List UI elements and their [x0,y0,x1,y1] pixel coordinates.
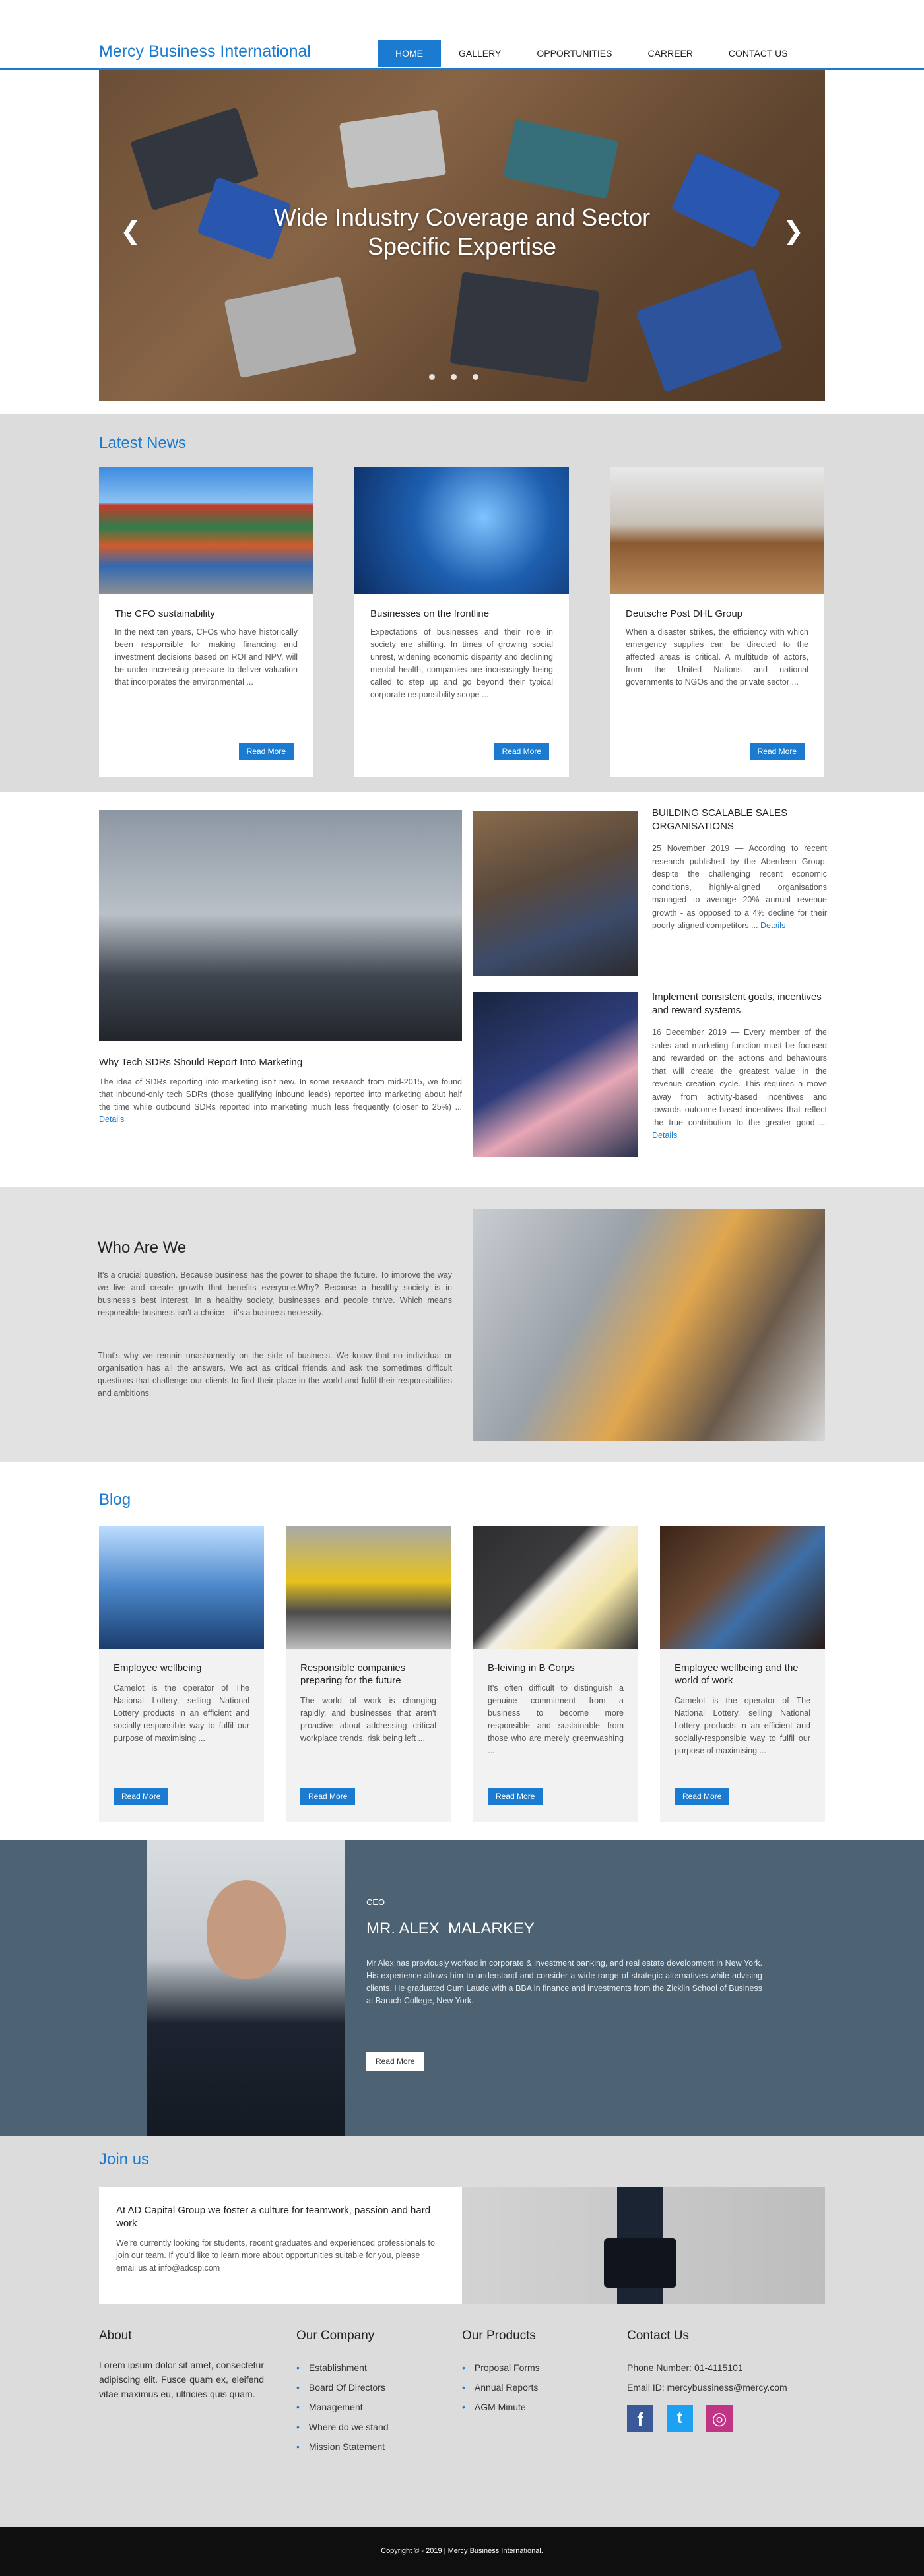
site-logo[interactable]: Mercy Business International [99,42,311,61]
footer-link[interactable]: • Management [296,2402,363,2412]
woman-laptop-image [473,992,638,1157]
blog-card-title: Responsible companies preparing for the future [300,1662,406,1686]
news-card-text: In the next ten years, CFOs who have historically been responsible for making financing and investment decisions based on ROI and NPV, will be under increasing pressure to deliver valuation that incorporates the environmental ... [115,627,298,687]
blog-card [286,1526,451,1822]
news-card [99,467,314,777]
office-man-image [473,1209,825,1441]
ceo-bio: Mr Alex has previously worked in corporate & investment banking, and real estate development in New York. His experience allows him to understand and consider a wide range of strategic alternatives while advising clients. He graduated Cum Laude with a BBA in finance and investments from the Zicklin School of Business at Baruch College, New York. [366,1959,762,2005]
footer-about [99,2329,264,2401]
hero-title: Wide Industry Coverage and Sector Specific Expertise [273,204,651,260]
footer-company [296,2329,448,2457]
containers-image [99,467,314,594]
ceo-name: MR. ALEX MALARKEY [366,1920,535,1937]
product-links [462,2358,614,2417]
read-more-button[interactable]: Read More [239,743,294,760]
main-nav [378,40,806,67]
footer-link[interactable]: • Where do we stand [296,2422,389,2432]
nav-gallery[interactable]: GALLERY [459,48,502,59]
chevron-left-icon[interactable]: ❮ [120,218,141,245]
who-paragraph: It's a crucial question. Because business has the power to shape the future. To improve the way we live and create growth that benefits everyone.Why? Because a healthy society is in business's best interest. In a healthy society, businesses and people thrive. Which means responsible business isn't a choice – it's a business necessity. [98,1271,452,1317]
ceo-section [0,1840,924,2136]
blog-card-text: The world of work is changing rapidly, and businesses that aren't proactive about addressing critical workplace trends, risk being left ... [300,1696,436,1743]
footer-link[interactable]: • AGM Minute [462,2402,526,2412]
read-more-button[interactable]: Read More [750,743,805,760]
team-laptop-image [660,1526,825,1649]
slider-dot[interactable] [473,374,478,380]
blog-card-title: B-leiving in B Corps [488,1662,575,1674]
feature-title: Why Tech SDRs Should Report Into Marketing [99,1057,303,1068]
blog-card-title: Employee wellbeing [114,1662,202,1674]
feature-text: The idea of SDRs reporting into marketing isn't new. In some research from mid-2015, we found that inbound-only tech SDRs (those qualifying inbound leads) reported into marketing about half the time while outbound SDRs reported into marketing much less frequently (closer to 25%) ... Details [99,1077,462,1124]
footer-link[interactable]: • Annual Reports [462,2382,539,2393]
who-are-we-section [0,1187,924,1462]
facebook-icon[interactable]: f [627,2405,653,2432]
join-us-title: Join us [99,2151,150,2168]
ceo-role: CEO [366,1897,385,1907]
copyright-text: Copyright © - 2019 | Mercy Business International. [381,2547,543,2555]
nav-home[interactable]: HOME [378,40,441,67]
read-more-button[interactable]: Read More [488,1788,543,1805]
footer-about-title: About [99,2329,132,2342]
nav-contact[interactable]: CONTACT US [728,48,788,59]
nav-opportunities[interactable]: OPPORTUNITIES [537,48,612,59]
chevron-right-icon[interactable]: ❯ [783,218,804,245]
hero-slider [99,70,825,401]
charts-desk-image [473,1526,638,1649]
news-card-title: Deutsche Post DHL Group [626,608,743,619]
blog-card [99,1526,264,1822]
contact-email[interactable]: Email ID: mercybussiness@mercy.com [627,2382,787,2393]
read-more-button[interactable]: Read More [675,1788,729,1805]
news-card-title: Businesses on the frontline [370,608,490,619]
footer-about-text: Lorem ipsum dolor sit amet, consectetur adipiscing elit. Fusce quam ex, eleifend vitae maximus eu, ultricies quis quam. [99,2360,264,2399]
briefcase-shape [604,2238,676,2288]
blog-card [473,1526,638,1822]
skyscrapers-image [99,1526,264,1649]
join-us-text: We're currently looking for students, recent graduates and experienced professionals to join our team. If you'd like to learn more about opportunities suitable for you, please email us at info@adcsp.com [116,2238,435,2273]
details-link[interactable]: Details [99,1115,125,1124]
slider-dot[interactable] [429,374,435,380]
latest-news-title: Latest News [99,434,187,452]
news-card [354,467,569,777]
side-article-text: 25 November 2019 — According to recent research published by the Aberdeen Group, despite the challenging recent economic conditions, highly-aligned organisations managed to average 20% annual revenue growth - as opposed to a 4% decline for their poorly-aligned competitors ... Details [652,844,827,930]
side-article-text: 16 December 2019 — Every member of the sales and marketing function must be focused and rewarded on the actions and behaviours that will create the greatest value in the revenue creation cycle. This requires a move away from activity-based incentives and towards outcome-based incentives that reflect the true contribution to the greater good ... Details [652,1028,827,1140]
footer-contact-title: Contact Us [627,2329,689,2342]
instagram-icon[interactable]: ◎ [706,2405,733,2432]
footer-products [462,2329,614,2417]
footer-company-title: Our Company [296,2329,375,2342]
blog-card-title: Employee wellbeing and the world of work [675,1662,799,1686]
ceo-face [207,1880,286,1979]
footer-link[interactable]: • Proposal Forms [462,2362,540,2373]
nav-career[interactable]: CARREER [647,48,693,59]
worker-image [473,811,638,976]
side-article [652,807,827,933]
details-link[interactable]: Details [760,921,786,930]
refinery-image [99,810,462,1041]
news-card [610,467,824,777]
details-link[interactable]: Details [652,1131,678,1140]
read-more-button[interactable]: Read More [494,743,549,760]
copyright-bar [0,2527,924,2576]
ceo-read-more-button[interactable]: Read More [366,2052,424,2071]
who-title: Who Are We [98,1239,187,1257]
join-us-section [0,2136,924,2527]
blog-card-text: Camelot is the operator of The National Lottery, selling National Lottery products in an efficient and socially-responsible way to fulfil our purpose of maximising ... [675,1696,810,1755]
news-card-text: When a disaster strikes, the efficiency with which emergency supplies can be directed to the affected areas is critical. A multitude of actors, from the United Nations and national governments to NGOs and the private sector ... [626,627,808,687]
architecture-image [354,467,569,594]
forklift-image [286,1526,451,1649]
join-us-card [99,2187,462,2304]
side-article-title: BUILDING SCALABLE SALES ORGANISATIONS [652,807,788,832]
footer-link[interactable]: • Mission Statement [296,2441,385,2452]
slider-dot[interactable] [451,374,457,380]
latest-news-section [0,414,924,792]
social-links [627,2405,825,2432]
footer-products-title: Our Products [462,2329,536,2342]
read-more-button[interactable]: Read More [114,1788,168,1805]
contact-phone: Phone Number: 01-4115101 [627,2362,743,2373]
feature-caption [99,1057,462,1126]
blog-card-text: It's often difficult to distinguish a genuine commitment from a business to become more responsible and sustainable from those who are merely greenwashing ... [488,1683,624,1755]
briefcase-image [462,2187,825,2304]
ceo-portrait-image [147,1840,345,2136]
side-article-title: Implement consistent goals, incentives and reward systems [652,991,822,1016]
slider-dots [429,374,478,380]
read-more-button[interactable]: Read More [300,1788,355,1805]
side-article [652,991,827,1143]
footer-link[interactable]: • Board Of Directors [296,2382,385,2393]
company-links [296,2358,448,2457]
news-card-text: Expectations of businesses and their role in society are shifting. In times of growing social unrest, widening economic disparity and declining mental health, companies are increasingly being called to step up and go beyond their typical corporate responsibility scope ... [370,627,553,699]
footer-contact [627,2329,825,2432]
blog-title: Blog [99,1491,131,1509]
who-paragraph: That's why we remain unashamedly on the side of business. We know that no individual or organisation has all the answers. We act as critical friends and ask the sometimes difficult questions that challenge our clients to find their place in the world and fulfil their responsibilities and ambitions. [98,1351,452,1398]
blog-card-text: Camelot is the operator of The National Lottery, selling National Lottery products in an efficient and socially-responsible way to fulfil our purpose of maximising ... [114,1683,249,1743]
twitter-icon[interactable]: t [667,2405,693,2432]
news-card-title: The CFO sustainability [115,608,215,619]
blog-card [660,1526,825,1822]
join-us-heading: At AD Capital Group we foster a culture for teamwork, passion and hard work [116,2205,431,2229]
meeting-room-image [610,467,824,594]
site-header [0,0,924,70]
footer-link[interactable]: • Establishment [296,2362,367,2373]
